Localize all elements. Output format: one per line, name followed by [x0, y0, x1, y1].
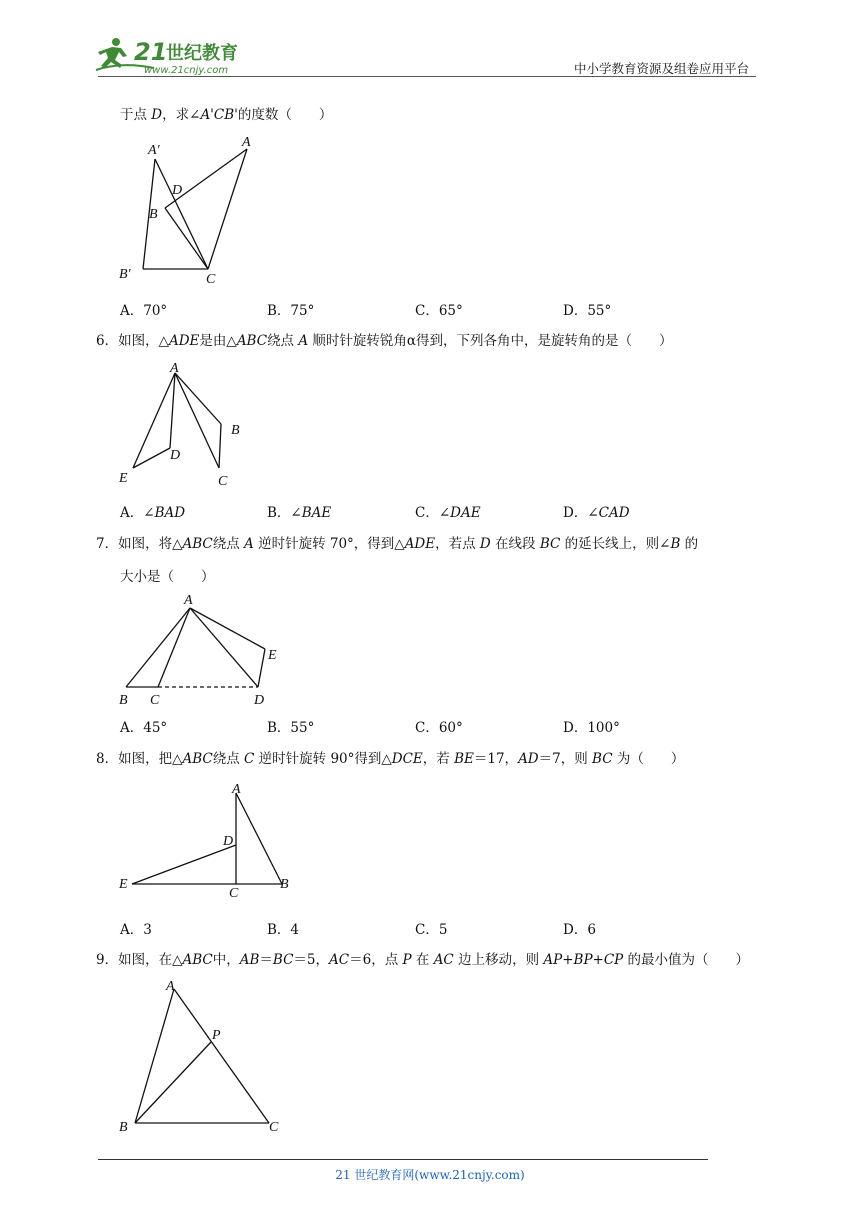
- q8-label-B: B: [280, 877, 289, 892]
- logo-cn: 世纪教育: [166, 43, 238, 64]
- q7-figure: [110, 590, 290, 710]
- q5-option-d[interactable]: D．55°: [563, 303, 612, 319]
- q7-label-A: A: [184, 593, 193, 608]
- q8-option-a[interactable]: A．3: [120, 922, 152, 938]
- q8-label-D: D: [223, 834, 234, 849]
- q6-label-D: D: [170, 448, 181, 463]
- q8-label-C: C: [229, 886, 239, 900]
- q7-stem: 7．如图，将△ABC绕点 A 逆时针旋转 70°，得到△ADE，若点 D 在线段 BC 的延长线上，则∠B 的: [96, 536, 699, 552]
- q8-label-A: A: [232, 782, 241, 797]
- q5-figure: [110, 132, 270, 292]
- q9-stem: 9．如图，在△ABC中，AB＝BC＝5，AC＝6，点 P 在 AC 边上移动，则 AP+BP+CP 的最小值为（ ）: [96, 952, 750, 968]
- q5-stem-tail: 于点 D，求∠A'CB'的度数（ ）: [120, 107, 333, 123]
- q7-option-b[interactable]: B．55°: [267, 720, 315, 736]
- q9-label-B: B: [119, 1120, 128, 1135]
- header-platform-text: 中小学教育资源及组卷应用平台: [574, 61, 750, 76]
- q7-option-c[interactable]: C．60°: [415, 720, 463, 736]
- q7-option-d[interactable]: D．100°: [563, 720, 620, 736]
- logo-url: www.21cnjy.com: [144, 65, 229, 76]
- q8-option-c[interactable]: C．5: [415, 922, 448, 938]
- q6-label-A: A: [170, 361, 179, 376]
- logo: [94, 34, 260, 78]
- q5-option-c[interactable]: C．65°: [415, 303, 463, 319]
- q5-label-D: D: [172, 183, 183, 198]
- q5-label-Bprime: B′: [119, 267, 131, 282]
- q8-option-d[interactable]: D．6: [563, 922, 596, 938]
- q5-label-B: B: [149, 207, 158, 222]
- q6-option-d[interactable]: D．∠CAD: [563, 505, 630, 521]
- q7-label-C: C: [150, 693, 160, 708]
- q7-stem-line2: 大小是（ ）: [120, 569, 215, 585]
- q6-stem: 6．如图，△ADE是由△ABC绕点 A 顺时针旋转锐角α得到，下列各角中，是旋转角的是（ ）: [96, 333, 673, 349]
- q8-label-E: E: [119, 877, 128, 892]
- q7-label-D: D: [254, 693, 265, 708]
- q9-label-C: C: [269, 1120, 279, 1135]
- q8-figure: [110, 775, 300, 900]
- header-divider: [98, 76, 756, 77]
- q6-label-C: C: [218, 474, 228, 489]
- q9-label-A: A: [166, 979, 175, 994]
- logo-number: 21: [134, 38, 168, 66]
- q5-label-C: C: [206, 272, 216, 287]
- q8-option-b[interactable]: B．4: [267, 922, 300, 938]
- q6-label-B: B: [231, 423, 240, 438]
- q6-option-a[interactable]: A．∠BAD: [120, 505, 186, 521]
- q5-label-A: A: [242, 135, 251, 150]
- q6-option-c[interactable]: C．∠DAE: [415, 505, 481, 521]
- q8-stem: 8．如图，把△ABC绕点 C 逆时针旋转 90°得到△DCE，若 BE＝17，AD＝7，则 BC 为（ ）: [96, 751, 685, 767]
- q9-label-P: P: [212, 1028, 221, 1043]
- q6-label-E: E: [119, 471, 128, 486]
- q5-option-a[interactable]: A．70°: [120, 303, 168, 319]
- footer-text[interactable]: 21 世纪教育网(www.21cnjy.com): [335, 1168, 525, 1182]
- q6-figure: [110, 358, 260, 493]
- q5-option-b[interactable]: B．75°: [267, 303, 315, 319]
- q7-label-E: E: [268, 648, 277, 663]
- q7-option-a[interactable]: A．45°: [120, 720, 168, 736]
- q5-label-Aprime: A′: [148, 143, 160, 158]
- q6-option-b[interactable]: B．∠BAE: [267, 505, 332, 521]
- q7-label-B: B: [119, 693, 128, 708]
- footer-divider: [98, 1159, 708, 1160]
- q9-figure: [110, 972, 295, 1137]
